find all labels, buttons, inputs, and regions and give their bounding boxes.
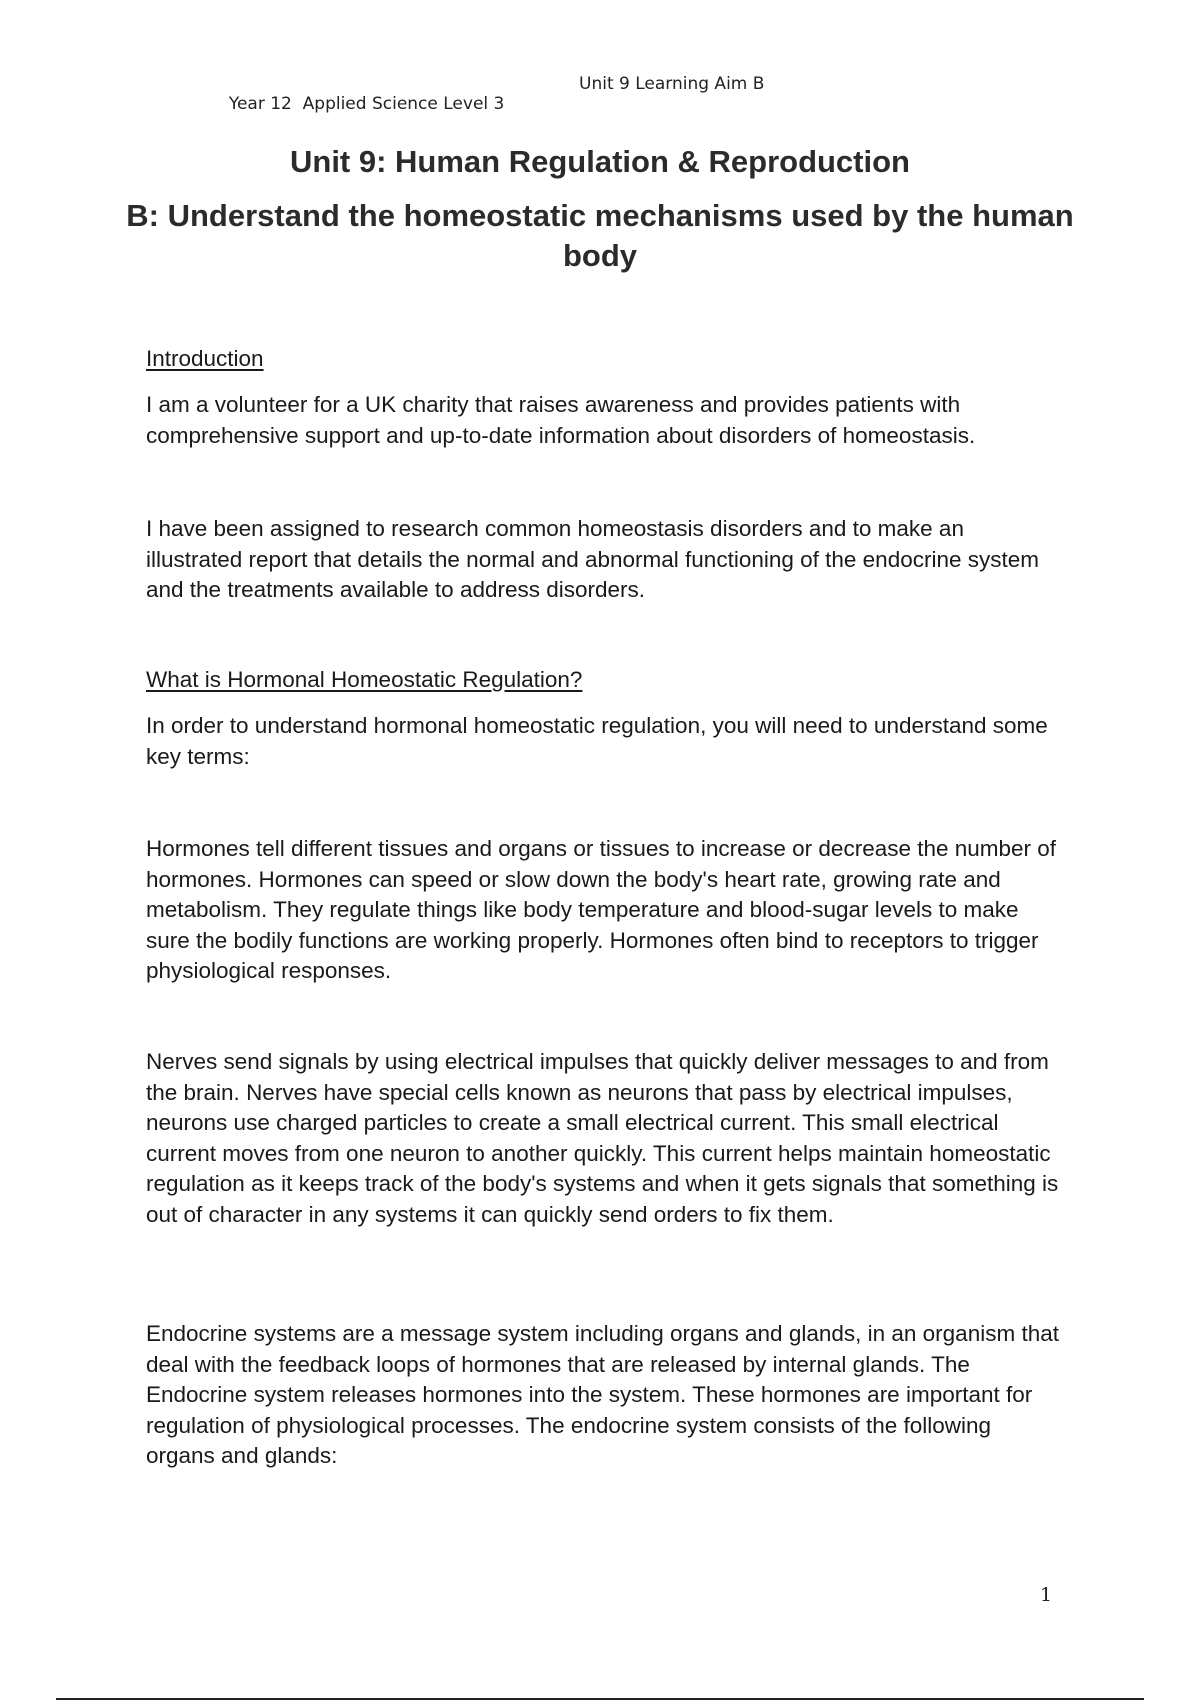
document-title bbox=[120, 142, 1080, 276]
intro-paragraph-2: I have been assigned to research common homeostasis disorders and to make an illustrated report that details the normal and abnormal functioning of the endocrine system and the treatments available to address disorders. bbox=[146, 516, 1040, 602]
endocrine-paragraph: Endocrine systems are a message system including organs and glands, in an organism that deal with the feedback loops of hormones that are released by internal glands. The Endocrine system releases hormones into the system. These hormones are important for regulation of physiological processes. The endocrine system consists of the following organs and glands: bbox=[146, 1321, 1059, 1468]
intro-paragraph-1: I am a volunteer for a UK charity that raises awareness and provides patients with comprehensive support and up-to-date information about disorders of homeostasis. bbox=[146, 392, 976, 448]
learning-aim-title: B: Understand the homeostatic mechanisms used by the human body bbox=[126, 198, 1074, 273]
running-header bbox=[218, 74, 765, 134]
unit-title: Unit 9: Human Regulation & Reproduction bbox=[290, 144, 910, 179]
header-course-label: Year 12 Applied Science Level 3 bbox=[228, 94, 505, 114]
hormones-paragraph: Hormones tell different tissues and organs or tissues to increase or decrease the number of hormones. Hormones can speed or slow down the body's heart rate, growing rate and metabolism. They regulate things like body temperature and blood-sugar levels to make sure the bodily functions are working properly. Hormones often bind to receptors to trigger physiological responses. bbox=[146, 836, 1057, 983]
introduction-heading: Introduction bbox=[146, 346, 264, 371]
page-number: 1 bbox=[1040, 1584, 1053, 1606]
header-unit-label: Unit 9 Learning Aim B bbox=[579, 74, 765, 94]
key-terms-intro-paragraph: In order to understand hormonal homeostatic regulation, you will need to understand some key terms: bbox=[146, 713, 1048, 769]
nerves-paragraph: Nerves send signals by using electrical impulses that quickly deliver messages to and from the brain. Nerves have special cells known as neurons that pass by electrical impulses, neurons use charged particles to create a small electrical current. This small electrical current moves from one neuron to another quickly. This current helps maintain homeostatic regulation as it keeps track of the body's systems and when it gets signals that something is out of character in any systems it can quickly send orders to fix them. bbox=[146, 1049, 1059, 1227]
regulation-heading: What is Hormonal Homeostatic Regulation? bbox=[146, 667, 583, 692]
